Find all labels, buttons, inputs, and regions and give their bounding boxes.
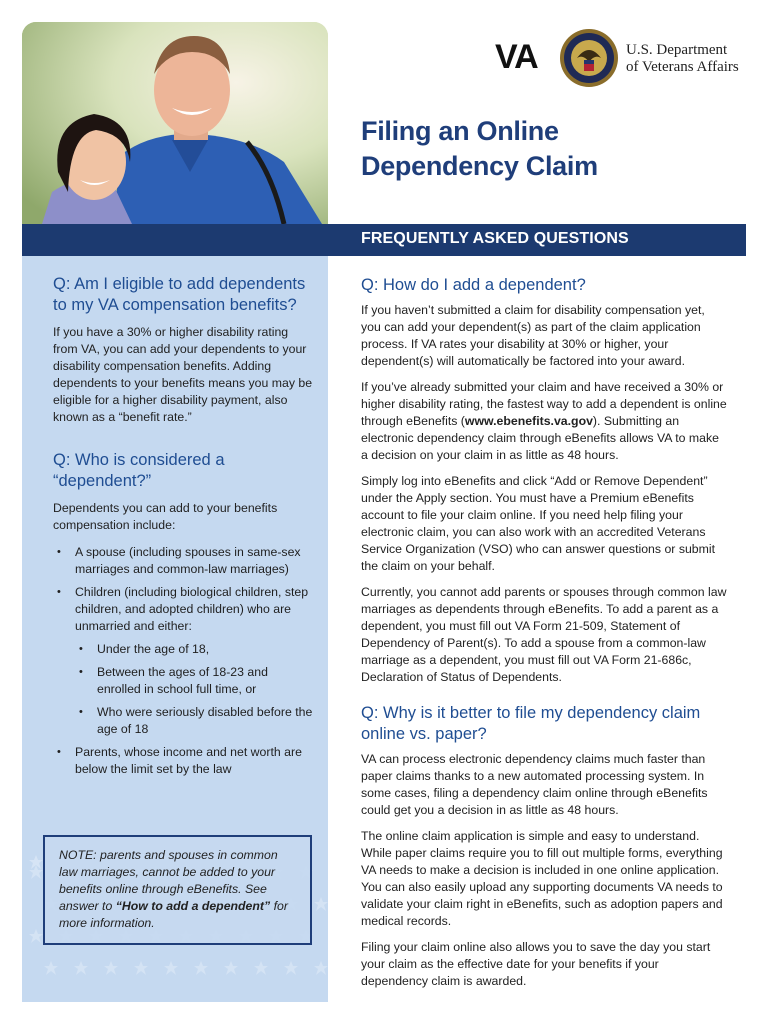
department-line1: U.S. Department (626, 42, 728, 58)
sub-list-item: • Between the ages of 18-23 and enrolled in school full time, or (75, 664, 313, 698)
main-paragraph: Simply log into eBenefits and click “Add or Remove Dependent” under the Apply section. You must have a Premium eBenefits account to file your claim online. If you need help filing your electronic claim, you can also work with an accredited Veterans Service Organization (VSO) who can answer questions or submit the claim on your behalf. (361, 474, 716, 573)
faq-banner (22, 224, 746, 256)
sidebar-question-eligibility: Q: Am I eligible to add dependents to my VA compensation benefits? (53, 275, 306, 314)
department-line2: of Veterans Affairs (626, 59, 739, 75)
list-item: • A spouse (including spouses in same-sex marriages and common-law marriages) (53, 544, 313, 578)
main-question-how-to-add: Q: How do I add a dependent? (361, 276, 586, 294)
dependent-list (53, 544, 313, 778)
list-item: • Parents, whose income and net worth are below the limit set by the law (53, 744, 313, 778)
header-photo (22, 22, 328, 224)
main-paragraph: If you haven’t submitted a claim for disability compensation yet, you can add your dependent(s) as part of the claim application process. If VA rates your disability at 30% or higher, your dependent(s) will automatically be factored into your award. (361, 303, 705, 368)
va-seal-icon (559, 28, 619, 88)
main-paragraph: The online claim application is simple and easy to understand. While paper claims require you to fill out multiple forms, everything VA needs to make a decision is included in one online application. You can also easily upload any supporting documents VA needs to validate your claim right in eBenefits, such as adoption papers and medical records. (361, 829, 723, 928)
sub-list-item: • Under the age of 18, (75, 641, 313, 658)
page-title (361, 114, 751, 184)
list-item (53, 584, 313, 738)
title-line1: Filing an Online (361, 116, 559, 146)
note-text (59, 847, 296, 932)
faq-banner-label: FREQUENTLY ASKED QUESTIONS (361, 230, 629, 247)
main-question-why-online: Q: Why is it better to file my dependency claim online vs. paper? (361, 704, 701, 743)
sub-list-item: • Who were seriously disabled before the age of 18 (75, 704, 313, 738)
sidebar-question-dependent: Q: Who is considered a “dependent?” (53, 451, 225, 490)
sidebar-content (53, 274, 313, 784)
main-paragraph: Currently, you cannot add parents or spouses through common law marriages as dependents through eBenefits. To add a parent as a dependent, you must fill out VA Form 21-509, Statement of Dependency of Parent(s). To add a spouse from a common-law marriage as a dependent, you must fill out VA Form 21-686c, Declaration of Status of Dependents. (361, 585, 727, 684)
paragraph-text: If you’ve already submitted your claim and have received a 30% or higher disability rating, the fastest way to add a dependent is online through eBenefits ( (361, 380, 727, 428)
main-content (361, 275, 727, 999)
list-item-text: Children (including biological children, step children, and adopted children) who are unmarried and either: (75, 585, 309, 633)
title-line2: Dependency Claim (361, 151, 598, 181)
sidebar-panel (22, 256, 328, 1002)
paragraph-text: ). Submitting an electronic dependency claim through eBenefits allows VA to make a decision on your claim in as little as 48 hours. (361, 414, 719, 462)
sidebar-answer-dependent: Dependents you can add to your benefits compensation include: (53, 501, 278, 532)
note-body: NOTE: parents and spouses in common law marriages, cannot be added to your benefits online through eBenefits. See answer to (59, 848, 278, 913)
couple-photo-illustration (22, 22, 328, 224)
note-tail: for more information. (59, 899, 288, 930)
main-paragraph: VA can process electronic dependency claims much faster than paper claims thanks to a new automated processing system. In some cases, filing a dependency claim online through eBenefits could get you a decision in as little as 48 hours. (361, 752, 708, 817)
department-name (626, 42, 739, 76)
ebenefits-link[interactable]: www.ebenefits.va.gov (464, 414, 593, 428)
children-sub-list (75, 641, 313, 738)
sidebar-answer-eligibility: If you have a 30% or higher disability rating from VA, you can add your dependents to your disability compensation benefits. Adding dependents to your benefits means you may be eligible for a higher disability payment, also known as a “benefit rate.” (53, 325, 313, 424)
note-link-text: “How to add a dependent” (115, 899, 271, 913)
note-box (43, 835, 312, 945)
main-paragraph: Filing your claim online also allows you to save the day you start your claim as the effective date for your benefits if your dependency claim is awarded. (361, 940, 711, 988)
main-paragraph (361, 379, 727, 464)
va-wordmark: VA (495, 38, 538, 76)
